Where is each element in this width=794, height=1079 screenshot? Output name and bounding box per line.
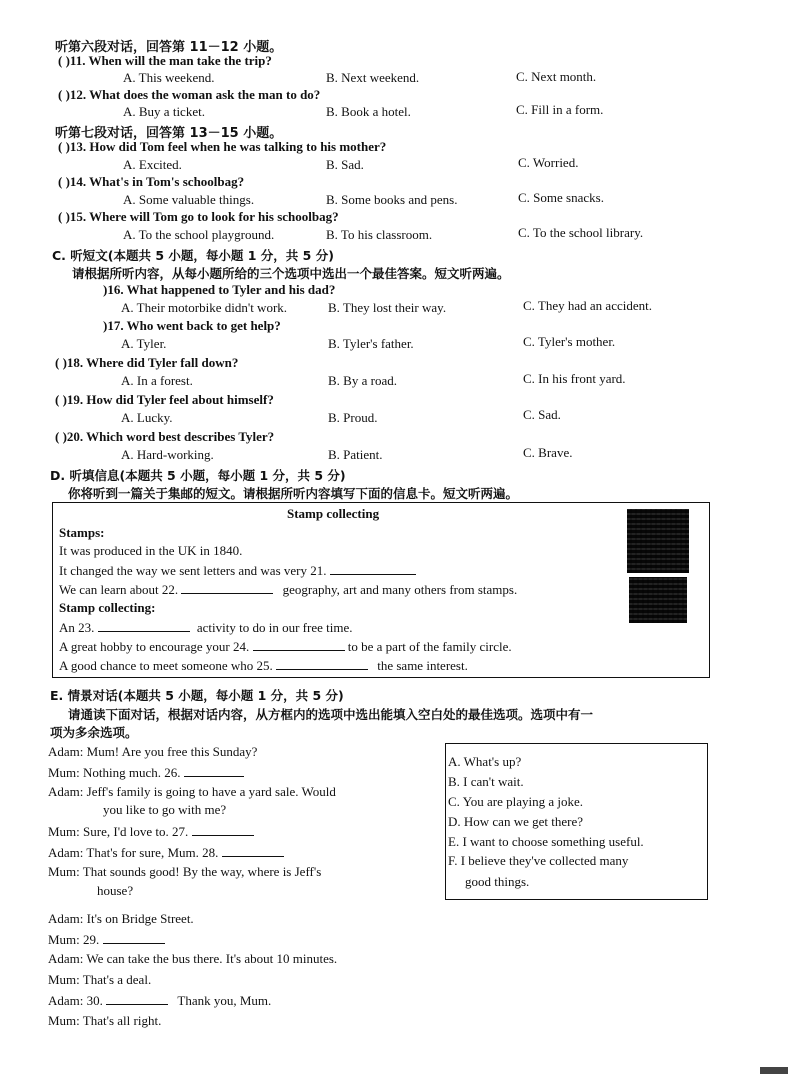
q11-option-a[interactable]: A. This weekend.	[123, 70, 215, 85]
dialogue-line-5	[48, 844, 284, 861]
info-card-line5	[59, 638, 512, 655]
option-e[interactable]: E. I want to choose something useful.	[448, 834, 644, 849]
info-card-heading-collecting: Stamp collecting:	[59, 600, 156, 615]
blank-27[interactable]	[192, 823, 254, 836]
dialogue-line-12: Mum: That's all right.	[48, 1013, 162, 1028]
info-card-line2-text: It changed the way we sent letters and was very 21.	[59, 563, 327, 578]
dialogue-line-1: Adam: Mum! Are you free this Sunday?	[48, 744, 258, 759]
info-card-line3-text-b: geography, art and many others from stamps.	[282, 582, 518, 597]
q18-option-a[interactable]: A. In a forest.	[121, 373, 193, 388]
dialogue-line-11	[48, 992, 271, 1009]
q13-option-b[interactable]: B. Sad.	[326, 157, 364, 172]
dialogue-line-4	[48, 823, 254, 840]
blank-22[interactable]	[181, 581, 273, 594]
dialogue-line-8-text: Mum: 29.	[48, 932, 100, 947]
info-card-line6-text-b: the same interest.	[377, 658, 468, 673]
dialogue-line-6b: house?	[97, 883, 134, 898]
info-card-line2	[59, 562, 416, 579]
option-d[interactable]: D. How can we get there?	[448, 814, 583, 829]
q16-option-c[interactable]: C. They had an accident.	[523, 298, 652, 313]
q20-option-a[interactable]: A. Hard-working.	[121, 447, 214, 462]
blank-29[interactable]	[103, 931, 165, 944]
option-a[interactable]: A. What's up?	[448, 754, 522, 769]
q19-stem: ( )19. How did Tyler feel about himself?	[55, 392, 274, 407]
dialogue-line-4-text: Mum: Sure, I'd love to. 27.	[48, 824, 189, 839]
dialogue-line-10: Mum: That's a deal.	[48, 972, 152, 987]
info-card-line3	[59, 581, 517, 598]
q15-option-b[interactable]: B. To his classroom.	[326, 227, 433, 242]
dialogue-line-5-text: Adam: That's for sure, Mum. 28.	[48, 845, 219, 860]
dialogue-line-11-text-b: Thank you, Mum.	[177, 993, 272, 1008]
dialogue-line-3b: you like to go with me?	[103, 802, 227, 817]
q18-option-b[interactable]: B. By a road.	[328, 373, 397, 388]
dialogue-line-2-text: Mum: Nothing much. 26.	[48, 765, 181, 780]
q16-option-a[interactable]: A. Their motorbike didn't work.	[121, 300, 288, 315]
q16-stem: )16. What happened to Tyler and his dad?	[103, 282, 336, 297]
info-card-title: Stamp collecting	[287, 506, 380, 521]
q17-stem: )17. Who went back to get help?	[103, 318, 281, 333]
q20-stem: ( )20. Which word best describes Tyler?	[55, 429, 275, 444]
dialogue-line-11-text-a: Adam: 30.	[48, 993, 103, 1008]
q15-option-c[interactable]: C. To the school library.	[518, 225, 644, 240]
q19-option-a[interactable]: A. Lucky.	[121, 410, 173, 425]
option-f[interactable]: F. I believe they've collected many	[448, 853, 629, 868]
q19-option-b[interactable]: B. Proud.	[328, 410, 378, 425]
q17-option-a[interactable]: A. Tyler.	[121, 336, 167, 351]
q15-stem: ( )15. Where will Tom go to look for his schoolbag?	[58, 209, 339, 224]
q12-option-c[interactable]: C. Fill in a form.	[516, 102, 604, 117]
qr-code-icon	[629, 577, 687, 623]
q15-option-a[interactable]: A. To the school playground.	[123, 227, 275, 242]
q13-stem: ( )13. How did Tom feel when he was talking to his mother?	[58, 139, 387, 154]
info-card-heading-stamps: Stamps:	[59, 525, 105, 540]
dialogue-line-8	[48, 931, 165, 948]
q13-option-c[interactable]: C. Worried.	[518, 155, 579, 170]
q13-option-a[interactable]: A. Excited.	[123, 157, 182, 172]
sectionE-instructions-1: 请通读下面对话，根据对话内容，从方框内的选项中选出能填入空白处的最佳选项。选项中有一	[68, 707, 594, 722]
q16-option-b[interactable]: B. They lost their way.	[328, 300, 447, 315]
q12-option-a[interactable]: A. Buy a ticket.	[123, 104, 205, 119]
sectionE-instructions-2: 项为多余选项。	[50, 725, 138, 740]
section6-title: 听第六段对话，回答第 11－12 小题。	[55, 40, 283, 55]
blank-25[interactable]	[276, 657, 368, 670]
q18-stem: ( )18. Where did Tyler fall down?	[55, 355, 239, 370]
info-card-line5-text-a: A great hobby to encourage your 24.	[59, 639, 250, 654]
sectionC-title: C. 听短文(本题共 5 小题，每小题 1 分，共 5 分)	[52, 248, 334, 263]
q14-option-c[interactable]: C. Some snacks.	[518, 190, 604, 205]
sectionE-title: E. 情景对话(本题共 5 小题，每小题 1 分，共 5 分)	[50, 688, 344, 703]
q12-stem: ( )12. What does the woman ask the man to do?	[58, 87, 321, 102]
option-c[interactable]: C. You are playing a joke.	[448, 794, 584, 809]
q14-stem: ( )14. What's in Tom's schoolbag?	[58, 174, 245, 189]
info-card	[52, 502, 710, 678]
dialogue-line-7: Adam: It's on Bridge Street.	[48, 911, 194, 926]
blank-30[interactable]	[106, 992, 168, 1005]
info-card-line6-text-a: A good chance to meet someone who 25.	[59, 658, 273, 673]
info-card-line6	[59, 657, 468, 674]
dialogue-line-3: Adam: Jeff's family is going to have a yard sale. Would	[48, 784, 336, 799]
sectionD-instructions: 你将听到一篇关于集邮的短文。请根据所听内容填写下面的信息卡。短文听两遍。	[68, 486, 519, 501]
info-card-line3-text-a: We can learn about 22.	[59, 582, 179, 597]
blank-28[interactable]	[222, 844, 284, 857]
dialogue-line-6: Mum: That sounds good! By the way, where is Jeff's	[48, 864, 322, 879]
dialogue-line-9: Adam: We can take the bus there. It's about 10 minutes.	[48, 951, 338, 966]
q18-option-c[interactable]: C. In his front yard.	[523, 371, 626, 386]
blank-21[interactable]	[330, 562, 416, 575]
dialogue-line-2	[48, 764, 244, 781]
q17-option-b[interactable]: B. Tyler's father.	[328, 336, 414, 351]
q19-option-c[interactable]: C. Sad.	[523, 407, 561, 422]
info-card-line5-text-b: to be a part of the family circle.	[347, 639, 512, 654]
info-card-line4-text-a: An 23.	[59, 620, 95, 635]
info-card-line4-text-b: activity to do in our free time.	[196, 620, 353, 635]
q20-option-c[interactable]: C. Brave.	[523, 445, 573, 460]
info-card-line1: It was produced in the UK in 1840.	[59, 543, 243, 558]
q11-option-b[interactable]: B. Next weekend.	[326, 70, 420, 85]
sectionD-title: D. 听填信息(本题共 5 小题，每小题 1 分，共 5 分)	[50, 468, 346, 483]
q17-option-c[interactable]: C. Tyler's mother.	[523, 334, 616, 349]
blank-26[interactable]	[184, 764, 244, 777]
q14-option-a[interactable]: A. Some valuable things.	[123, 192, 255, 207]
q11-stem: ( )11. When will the man take the trip?	[58, 53, 272, 68]
q14-option-b[interactable]: B. Some books and pens.	[326, 192, 458, 207]
q20-option-b[interactable]: B. Patient.	[328, 447, 383, 462]
blank-23[interactable]	[98, 619, 190, 632]
blank-24[interactable]	[253, 638, 345, 651]
q12-option-b[interactable]: B. Book a hotel.	[326, 104, 411, 119]
section7-title: 听第七段对话，回答第 13－15 小题。	[55, 126, 283, 141]
info-card-line4	[59, 619, 352, 636]
sectionC-instructions: 请根据所听内容，从每小题所给的三个选项中选出一个最佳答案。短文听两遍。	[72, 266, 510, 281]
options-box	[445, 743, 708, 900]
qr-code-icon	[627, 509, 689, 573]
option-f-continued: good things.	[465, 874, 530, 889]
option-b[interactable]: B. I can't wait.	[448, 774, 524, 789]
scanner-logo-icon	[760, 1067, 788, 1074]
q11-option-c[interactable]: C. Next month.	[516, 69, 597, 84]
